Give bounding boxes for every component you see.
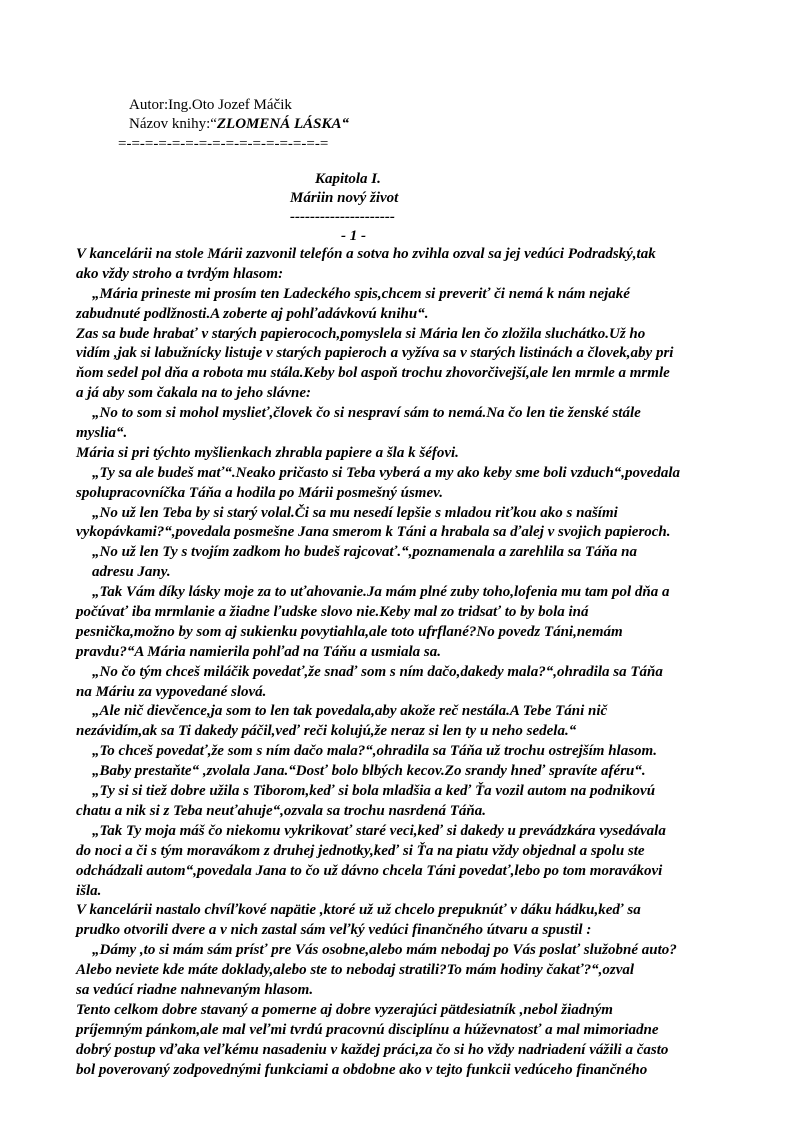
text-line: adresu Jany. xyxy=(92,564,171,581)
book-title-line xyxy=(129,115,349,133)
text-line: pesnička,možno by som aj sukienku povytiahla,ale toto ufrflané?No povedz Táni,nemám xyxy=(76,623,623,640)
chapter-title: Kapitola I. xyxy=(315,171,381,187)
text-line: „No už len Ty s tvojím zadkom ho budeš rajcovať.“,poznamenala a zarehlila sa Táňa na xyxy=(92,544,637,561)
chapter-underline: --------------------- xyxy=(290,209,395,225)
author-line: Autor:Ing.Oto Jozef Máčik xyxy=(129,97,292,113)
text-line: spolupracovníčka Táňa a hodila po Márii posmešný úsmev. xyxy=(76,484,443,501)
text-line: „To chceš povedať,že som s ním dačo mala?“,ohradila sa Táňa už trochu ostrejším hlasom. xyxy=(92,743,657,760)
text-line: pravdu?“A Mária namierila pohľad na Táňu a usmiala sa. xyxy=(76,643,441,660)
text-line: myslia“. xyxy=(76,425,128,442)
text-line: Mária si pri týchto myšlienkach zhrabla papiere a šla k šéfovi. xyxy=(76,444,459,461)
text-line: „Tak Ty moja máš čo niekomu vykrikovať staré veci,keď si dakedy u prevádzkára vysedávala xyxy=(92,822,666,839)
text-line: „Ty sa ale budeš mať“.Neako pričasto si Teba vyberá a my ako keby sme boli vzduch“,povedala xyxy=(92,464,681,481)
text-line: vykopávkami?“,povedala posmešne Jana smerom k Táni a hrabala sa ďalej v svojich papieroch. xyxy=(76,524,671,541)
text-line: „No už len Teba by si starý volal.Či sa mu nesedí lepšie s mladou riťkou ako s našími xyxy=(92,504,618,521)
text-line: dobrý postup vďaka veľkému nasadeniu v každej práci,za čo si ho vždy nadriadení vážili a často xyxy=(76,1041,669,1058)
text-line: sa vedúcí riadne nahnevaným hlasom. xyxy=(76,981,314,998)
header-rule: =-=-=-=-=-=-=-=-=-=-=-=-=-=-=-= xyxy=(118,136,329,152)
text-line: a já aby som čakala na to jeho slávne: xyxy=(76,385,311,402)
text-line: chatu a nik si z Teba neuťahuje“,ozvala sa trochu nasrdená Táňa. xyxy=(76,802,486,819)
page-number: - 1 - xyxy=(341,228,366,244)
text-line: „No čo tým chceš miláčik povedať,že snaď som s ním dačo,dakedy mala?“,ohradila sa Táňa xyxy=(92,663,663,680)
text-line: bol poverovaný zodpovednými funkciami a obdobne ako v tejto funkcii vedúceho finančného xyxy=(76,1061,648,1078)
text-line: Alebo neviete kde máte doklady,alebo ste to nebodaj stratili?To mám hodiny čakať?“,ozval xyxy=(76,962,635,979)
text-line: V kancelárii nastalo chvíľkové napätie ,ktoré už už chcelo prepuknúť v dáku hádku,keď sa xyxy=(76,902,641,919)
text-line: Zas sa bude hrabať v starých papierococh,pomyslela si Mária len čo zložila sluchátko.Už ho xyxy=(76,325,646,342)
text-line: odchádzali autom“,povedala Jana to čo už dávno chcela Táni povedať,lebo po tom moravákovi xyxy=(76,862,663,879)
text-line: išla. xyxy=(76,882,102,899)
book-title: ZLOMENÁ LÁSKA“ xyxy=(216,116,349,132)
text-line: ňom sedel pol dňa a robota mu stála.Keby bol aspoň trochu zhovorčivejší,ale len mrmle a mrmle xyxy=(76,365,670,382)
text-line: prudko otvorili dvere a v nich zastal sám veľký vedúci finančného útvaru a spustil : xyxy=(76,922,592,939)
text-line: „Ale nič dievčence,ja som to len tak povedala,aby akože reč nestála.A Tebe Táni nič xyxy=(92,703,608,720)
text-line: nezávidím,ak sa Ti dakedy páčil,veď reči kolujú,že neraz si len ty u neho sedela.“ xyxy=(76,723,577,740)
text-line: príjemným pánkom,ale mal veľmi tvrdú pracovnú disciplínu a húževnatosť a mal mimoriadne xyxy=(76,1021,659,1038)
text-line: „Baby prestaňte“ ,zvolala Jana.“Dosť bolo blbých kecov.Zo srandy hneď spravíte aféru“. xyxy=(92,763,646,780)
text-line: V kancelárii na stole Márii zazvonil telefón a sotva ho zvihla ozval sa jej vedúci Podradský,tak xyxy=(76,246,656,262)
text-line: „Ty si si tiež dobre užila s Tiborom,keď si bola mladšia a keď Ťa vozil autom na podnikovú xyxy=(92,783,656,800)
text-line: „Mária prineste mi prosím ten Ladeckého spis,chcem si preveriť či nemá k nám nejaké xyxy=(92,285,630,302)
text-line: „No to som si mohol myslieť,človek čo si nespraví sám to nemá.Na čo len tie ženské stále xyxy=(92,405,641,422)
text-line: „Tak Vám díky lásky moje za to uťahovanie.Ja mám plné zuby toho,lofenia mu tam pol dňa a xyxy=(92,584,670,601)
text-line: ako vždy stroho a tvrdým hlasom: xyxy=(76,265,284,282)
text-line: vidím ,jak si labužnícky listuje v starých papieroch a vyžíva sa v starých listinách a človek,aby pri xyxy=(76,345,674,362)
text-line: Tento celkom dobre stavaný a pomerne aj dobre vyzerajúci pätdesiatník ,nebol žiadným xyxy=(76,1001,613,1018)
text-line: do noci a či s tým moravákom z druhej jednotky,keď si Ťa na piatu vždy objednal a spolu ste xyxy=(76,842,645,859)
text-line: počúvať iba mrmlanie a žiadne ľudske slovo nie.Keby mal zo tridsať to by bola iná xyxy=(76,604,589,621)
text-line: zabudnuté podlžnosti.A zoberte aj pohľadávkovú knihu“. xyxy=(76,305,429,322)
body-text xyxy=(76,245,736,1080)
chapter-subtitle: Máriin nový život xyxy=(290,190,399,206)
text-line: na Máriu za vypovedané slová. xyxy=(76,683,267,700)
text-line: „Dámy ,to si mám sám prísť pre Vás osobne,alebo mám nebodaj po Vás poslať služobné auto? xyxy=(92,942,677,959)
book-label: Názov knihy:“ xyxy=(129,116,217,132)
